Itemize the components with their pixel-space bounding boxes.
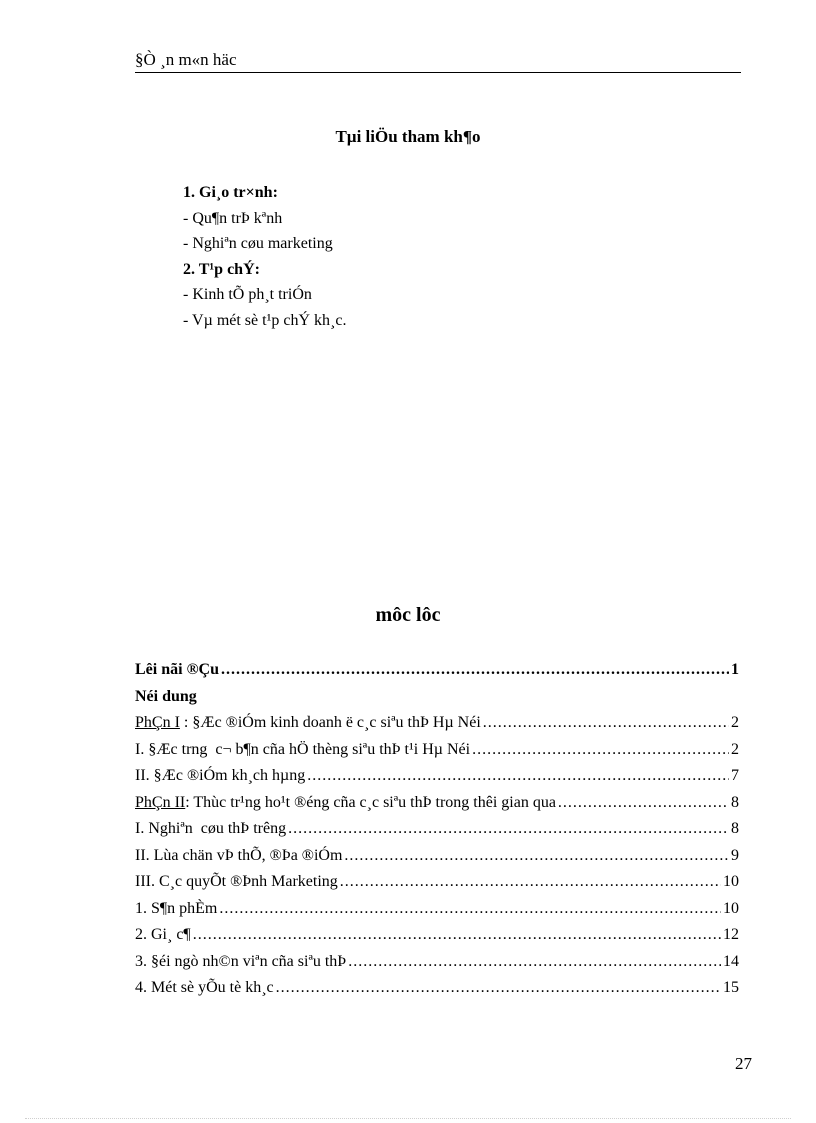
toc-entry [135, 737, 739, 764]
toc-entry-title: Lêi nãi ®Çu [135, 661, 219, 678]
references-item: - Vµ mét sè t¹p chÝ kh¸c. [183, 311, 347, 329]
toc-entry [135, 975, 739, 1002]
toc-dot-leader [340, 869, 721, 896]
toc-entry [135, 710, 739, 737]
toc-entry-page: 8 [731, 820, 739, 837]
table-of-contents [135, 657, 739, 1002]
references-item: - Nghiªn cøu marketing [183, 235, 333, 252]
toc-entry-page: 10 [723, 899, 739, 917]
toc-dot-leader [307, 763, 729, 790]
toc-entry-part-label: PhÇn I [135, 714, 180, 731]
toc-dot-leader [344, 843, 729, 870]
toc-entry [135, 684, 739, 711]
toc-entry-title: 1. S¶n phÈm [135, 899, 218, 917]
toc-dot-leader [483, 710, 729, 737]
toc-entry [135, 657, 739, 684]
toc-entry-title: Néi dung [135, 687, 197, 705]
page-number: 27 [735, 1054, 752, 1073]
toc-entry-page: 1 [731, 661, 739, 678]
toc-entry [135, 922, 739, 949]
toc-dot-leader [219, 896, 721, 923]
toc-entry-title: I. §Æc trng c¬ b¶n cña hÖ thèng siªu thÞ t¹i Hµ Néi [135, 740, 471, 758]
toc-entry [135, 896, 739, 923]
toc-entry [135, 790, 739, 817]
toc-dot-leader [472, 737, 729, 764]
page-header: §Ò ¸n m«n häc [135, 50, 741, 73]
toc-entry [135, 816, 739, 843]
toc-entry [135, 763, 739, 790]
toc-entry-page: 7 [731, 767, 739, 784]
toc-entry-page: 8 [731, 793, 739, 811]
toc-entry [135, 949, 739, 976]
toc-entry [135, 843, 739, 870]
toc-entry-part-label: PhÇn II [135, 793, 186, 811]
toc-dot-leader [558, 790, 729, 817]
references-item: - Qu¶n trÞ kªnh [183, 209, 283, 227]
toc-title: môc lôc [375, 604, 441, 626]
toc-entry-title: : Thùc tr¹ng ho¹t ®éng cña c¸c siªu thÞ trong thêi gian qua [185, 793, 556, 811]
toc-dot-leader [288, 816, 729, 843]
toc-entry-title: III. C¸c quyÕt ®Þnh Marketing [135, 873, 338, 890]
toc-dot-leader [348, 949, 721, 976]
toc-dot-leader [221, 657, 729, 684]
toc-entry-title: 4. Mét sè yÕu tè kh¸c [135, 979, 274, 996]
toc-entry-page: 15 [723, 979, 739, 996]
toc-entry-title: II. §Æc ®iÓm kh¸ch hµng [135, 767, 306, 784]
toc-entry-title: I. Nghiªn cøu thÞ trêng [135, 820, 287, 837]
toc-entry [135, 869, 739, 896]
toc-dot-leader [276, 975, 721, 1002]
references-item: 2. T¹p chÝ: [183, 260, 260, 278]
toc-entry-title: 2. Gi¸ c¶ [135, 926, 191, 943]
toc-entry-page: 14 [723, 952, 739, 970]
toc-entry-page: 12 [723, 926, 739, 943]
references-title: Tµi liÖu tham kh¶o [335, 127, 481, 146]
references-item: 1. Gi¸o tr×nh: [183, 184, 278, 201]
toc-entry-page: 2 [731, 740, 739, 758]
toc-entry-page: 9 [731, 846, 739, 864]
toc-entry-title: : §Æc ®iÓm kinh doanh ë c¸c siªu thÞ Hµ Néi [179, 714, 481, 731]
toc-entry-title: 3. §éi ngò nh©n viªn cña siªu thÞ [135, 952, 347, 970]
toc-dot-leader [193, 922, 721, 949]
references-item: - Kinh tÕ ph¸t triÓn [183, 286, 312, 303]
page-footer-divider [25, 1118, 791, 1119]
toc-entry-title: II. Lùa chän vÞ thÕ, ®Þa ®iÓm [135, 846, 343, 864]
toc-entry-page: 2 [731, 714, 739, 731]
toc-entry-page: 10 [723, 873, 739, 890]
references-list [183, 180, 346, 333]
